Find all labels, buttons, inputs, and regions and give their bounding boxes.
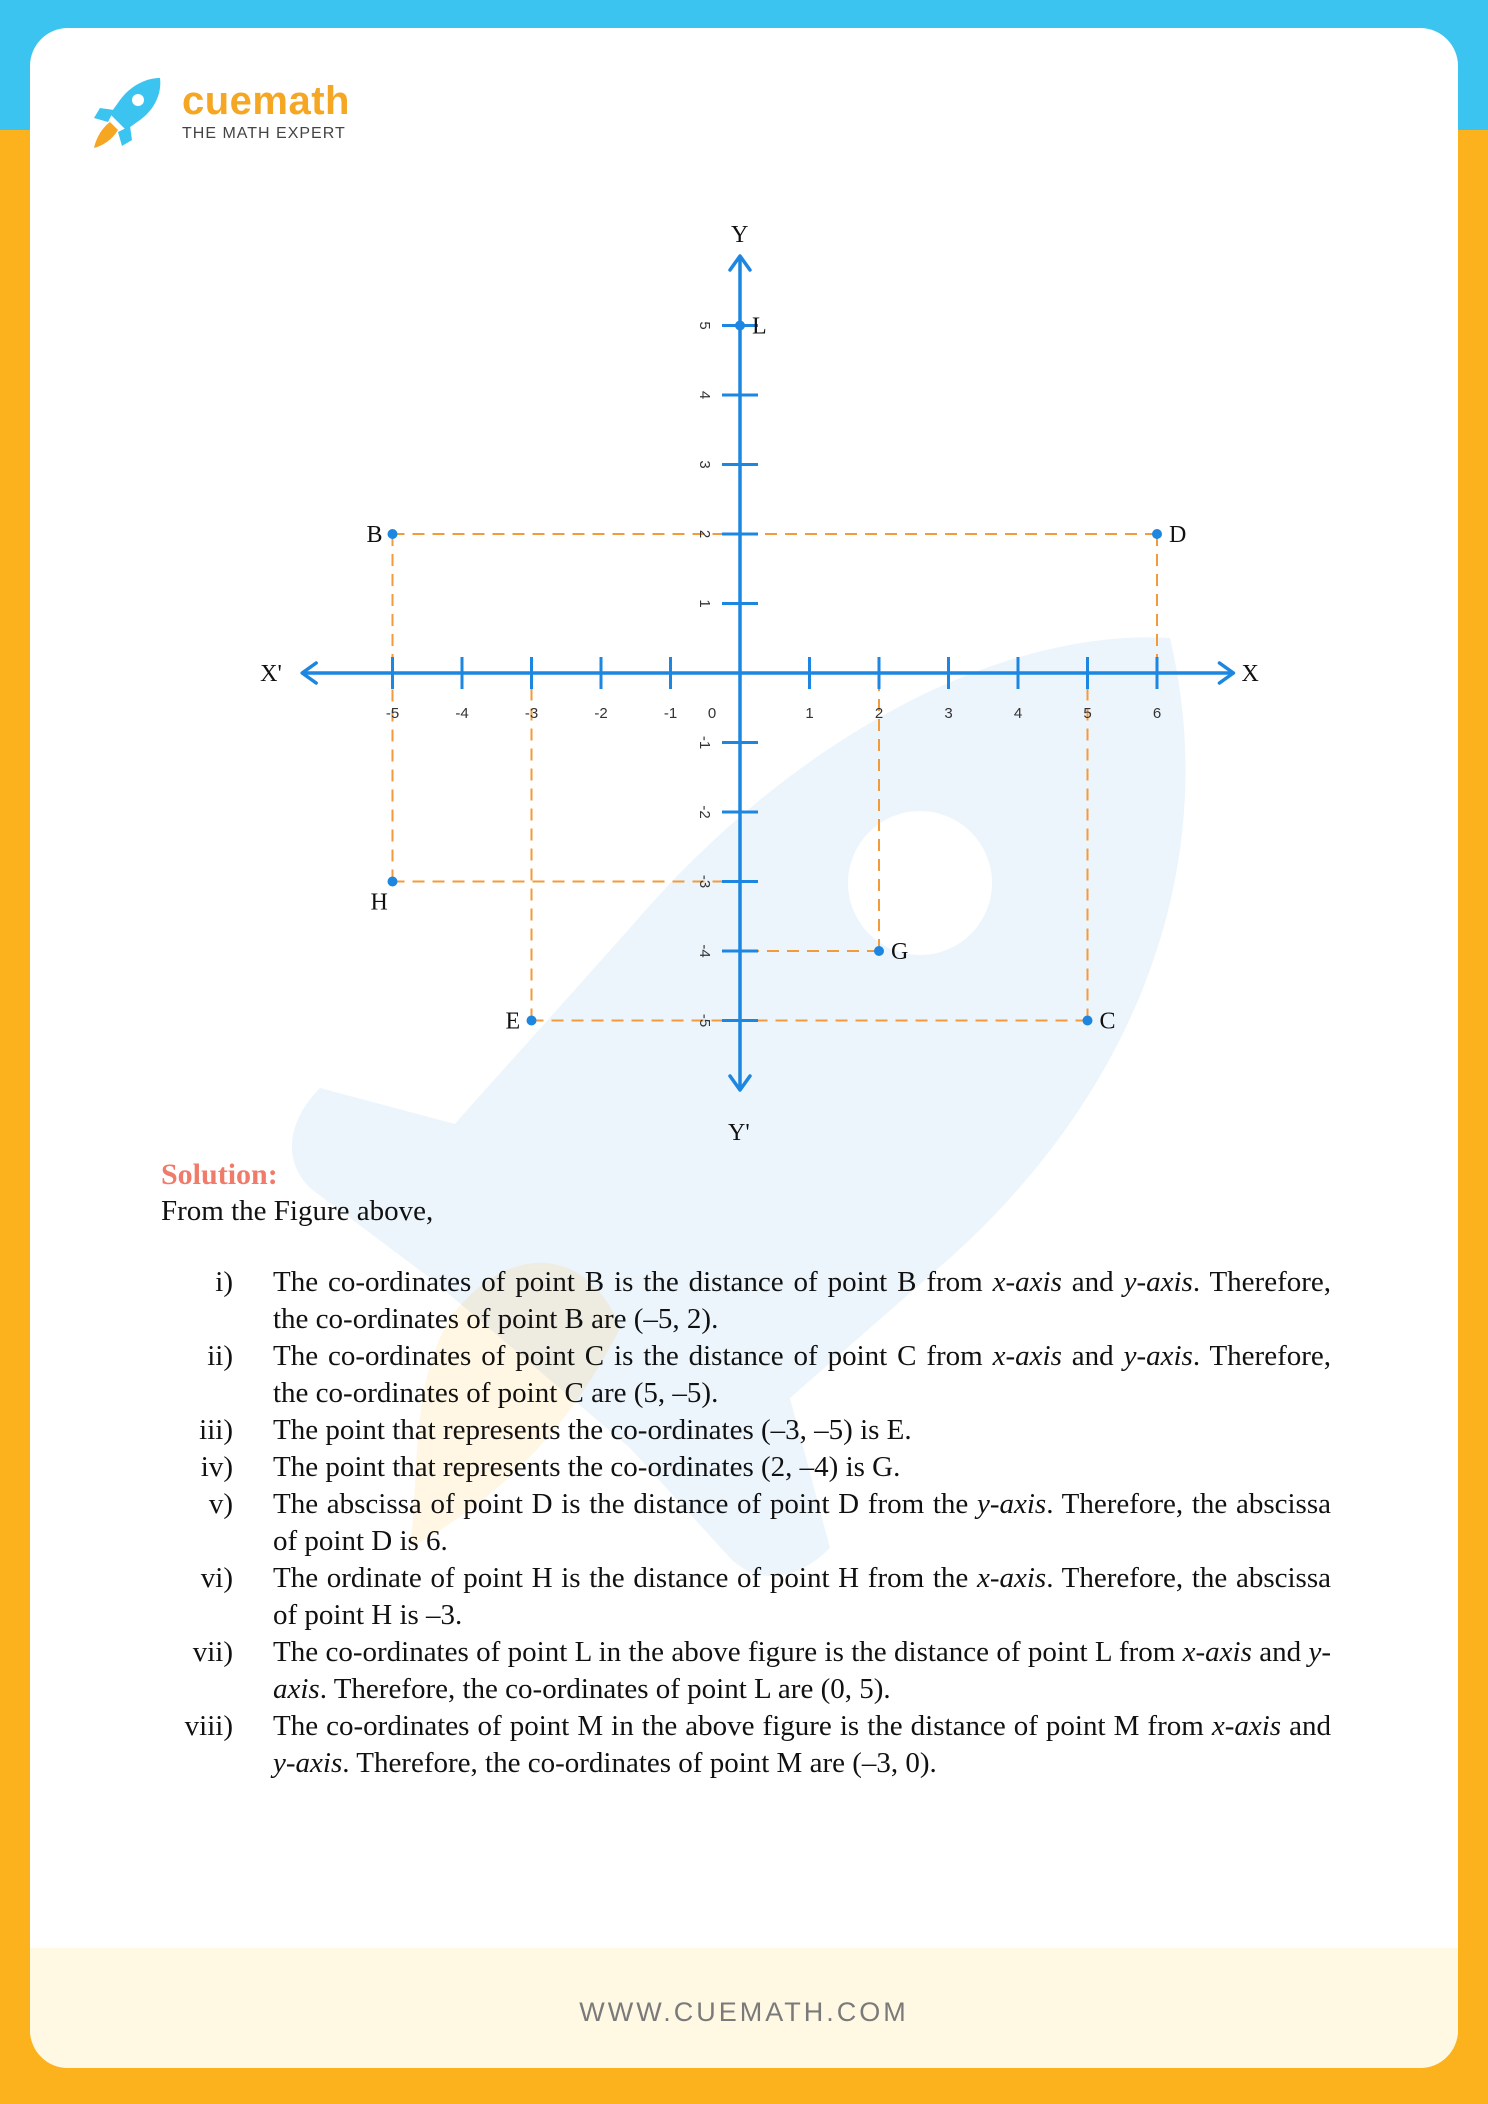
solution-item-number: viii) <box>184 1710 233 1742</box>
x-tick-label: -3 <box>524 705 539 722</box>
point-e-marker <box>527 1016 537 1026</box>
solution-item-text: The co-ordinates of point C is the distance of point C from x-axis and y-axis. Therefore, the co-ordinates of point C are (5, –5). <box>273 1340 1332 1409</box>
solution-item <box>161 1560 1341 1634</box>
solution-item <box>161 1634 1341 1708</box>
point-label: B <box>366 522 383 548</box>
x-tick-label: 5 <box>1083 705 1092 722</box>
x-tick-label: 3 <box>944 705 953 722</box>
point-label: L <box>752 313 767 340</box>
solution-item-text: The co-ordinates of point M in the above figure is the distance of point M from x-axis and y-axis. Therefore, the co-ordinates of point M are (–3, 0). <box>273 1710 1331 1779</box>
solution-item <box>161 1338 1341 1412</box>
solution-heading: Solution: <box>161 1158 278 1191</box>
solution-item <box>161 1486 1341 1560</box>
x-tick-label: -5 <box>385 705 400 722</box>
x-tick-label: -1 <box>663 705 678 722</box>
solution-intro: From the Figure above, <box>161 1195 434 1227</box>
solution-item-number: vi) <box>200 1562 233 1594</box>
solution-item <box>161 1449 1341 1486</box>
axis-term: x-axis <box>992 1266 1062 1298</box>
axis-term: y-axis <box>273 1747 343 1779</box>
y-tick-label: 4 <box>696 390 714 400</box>
point-g-marker <box>874 946 884 956</box>
x-tick-label: -4 <box>455 705 469 722</box>
point-b-marker <box>388 529 398 539</box>
solution-item-text: The co-ordinates of point L in the above figure is the distance of point L from x-axis and y-axis. Therefore, the co-ordinates of point L are (0, 5). <box>273 1636 1331 1705</box>
brand-name: cuemath <box>182 79 350 123</box>
x-tick-label: 6 <box>1152 705 1162 722</box>
solution-item-number: vii) <box>192 1636 233 1668</box>
y-tick-label: -5 <box>696 1013 714 1028</box>
solution-item <box>161 1412 1341 1449</box>
solution-item-text: The ordinate of point H is the distance of point H from the x-axis. Therefore, the abscissa of point H is –3. <box>273 1562 1331 1631</box>
point-l-marker <box>735 321 745 331</box>
axis-term: y-axis <box>976 1488 1047 1520</box>
page-card <box>30 28 1458 2068</box>
solution-item <box>161 1264 1341 1338</box>
axis-term: y-axis <box>1123 1340 1193 1372</box>
solution-item-text: The abscissa of point D is the distance of point D from the y-axis. Therefore, the abscissa of point D is 6. <box>273 1488 1331 1557</box>
x-axis-label: X <box>1241 661 1259 687</box>
point-label: H <box>370 889 388 916</box>
point-h-marker <box>388 877 398 887</box>
solution-item <box>161 1708 1341 1782</box>
cuemath-logo[interactable] <box>88 72 350 152</box>
axis-term: x-axis <box>992 1340 1062 1372</box>
y-neg-axis-label: Y' <box>728 1120 750 1146</box>
coordinate-plane-figure <box>230 208 1290 1168</box>
solution-section <box>161 1156 1341 1782</box>
y-tick-label: -3 <box>696 874 714 889</box>
point-label: E <box>505 1008 521 1035</box>
solution-item-number: iv) <box>200 1451 233 1483</box>
solution-item-number: iii) <box>199 1414 233 1446</box>
axis-term: x-axis <box>976 1562 1047 1594</box>
point-label: G <box>891 939 909 965</box>
point-d-marker <box>1152 529 1162 539</box>
y-tick-label: 1 <box>696 599 714 608</box>
y-tick-label: 5 <box>696 321 714 330</box>
solution-item-number: v) <box>208 1488 233 1520</box>
axis-term: y-axis <box>273 1636 1331 1705</box>
solution-item-number: i) <box>215 1266 233 1298</box>
axis-term: x-axis <box>1211 1710 1282 1742</box>
x-tick-label: 4 <box>1013 705 1023 722</box>
y-tick-label: -2 <box>696 805 714 819</box>
y-tick-label: 2 <box>696 529 714 539</box>
point-label: D <box>1169 522 1187 548</box>
y-axis-label: Y <box>731 222 749 248</box>
y-tick-label: -4 <box>696 944 714 958</box>
point-label: C <box>1099 1008 1116 1035</box>
x-tick-label: 2 <box>874 705 884 722</box>
solution-item-text: The co-ordinates of point B is the distance of point B from x-axis and y-axis. Therefore, the co-ordinates of point B are (–5, 2). <box>273 1266 1332 1335</box>
y-tick-label: 3 <box>696 460 714 469</box>
axis-term: y-axis <box>1123 1266 1193 1298</box>
axis-term: x-axis <box>1182 1636 1252 1668</box>
x-tick-label: -2 <box>594 705 608 722</box>
solution-item-text: The point that represents the co-ordinates (–3, –5) is E. <box>273 1414 912 1446</box>
x-neg-axis-label: X' <box>260 661 282 687</box>
solution-item-number: ii) <box>207 1340 233 1372</box>
origin-label: 0 <box>707 705 717 722</box>
solution-item-text: The point that represents the co-ordinates (2, –4) is G. <box>273 1451 901 1483</box>
rocket-logo-icon <box>88 72 168 152</box>
point-c-marker <box>1083 1016 1093 1026</box>
solution-list <box>161 1264 1341 1782</box>
x-tick-label: 1 <box>805 705 814 722</box>
footer-url[interactable]: WWW.CUEMATH.COM <box>579 1997 909 2027</box>
brand-tagline: THE MATH EXPERT <box>182 125 346 142</box>
y-tick-label: -1 <box>696 735 714 750</box>
